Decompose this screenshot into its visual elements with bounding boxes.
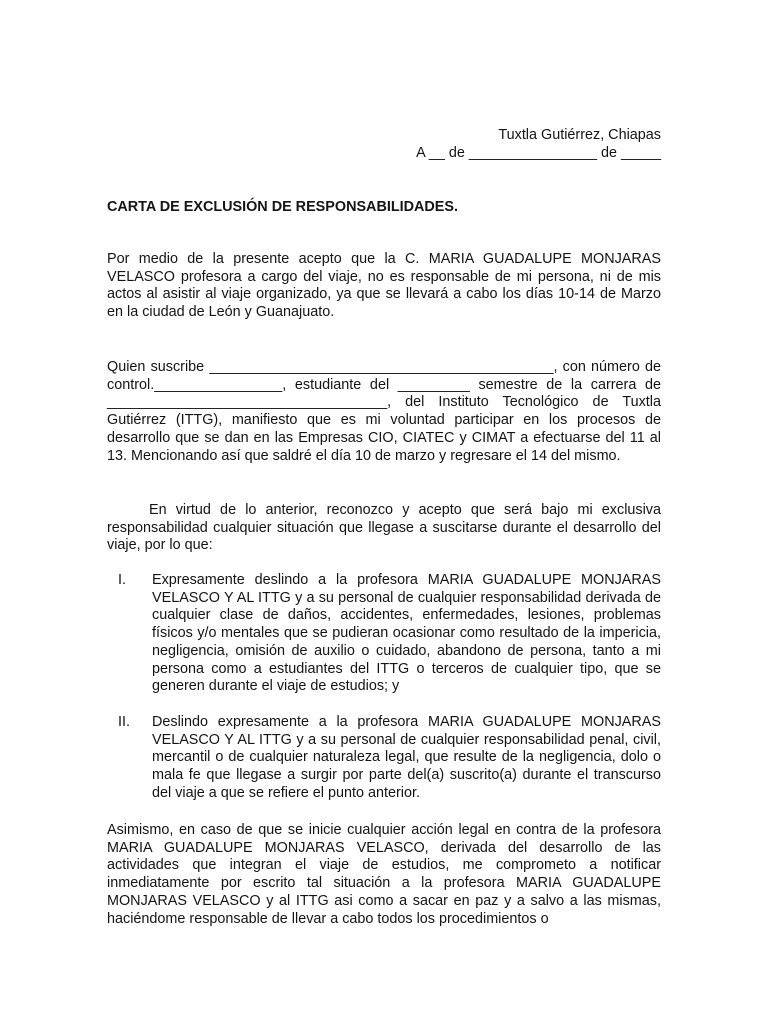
list-item bbox=[107, 572, 661, 696]
subscriber-paragraph: Quien suscribe ___________________________________________, con número de control.________________, estudiante del _________ semestre de la carrera de ___________________________________, del Instituto Tecnológico de Tuxtla Gutiérrez (ITTG), manifiesto que es mi voluntad participar en los procesos de desarrollo que se dan en las Empresas CIO, CIATEC y CIMAT a efectuarse del 11 al 13. Mencionando así que saldré el día 10 de marzo y regresare el 14 del mismo. bbox=[107, 359, 661, 464]
list-item-text: Expresamente deslindo a la profesora MARIA GUADALUPE MONJARAS VELASCO Y AL ITTG y a su personal de cualquier responsabilidad derivada de cualquier clase de daños, accidentes, enfermedades, lesiones, problemas físicos y/o mentales que se pudieran ocasionar como resultado de la impericia, negligencia, omisión de auxilio o cuidado, abandono de persona, tanto a mi persona como a estudiantes del ITTG o terceros de cualquier tipo, que se generen durante el viaje de estudios; y bbox=[152, 572, 661, 695]
virtue-paragraph: En virtud de lo anterior, reconozco y acepto que será bajo mi exclusiva responsabilidad cualquier situación que llegase a suscitarse durante el desarrollo del viaje, por lo que: bbox=[107, 502, 661, 554]
list-item bbox=[107, 714, 661, 803]
date-line: A __ de ________________ de _____ bbox=[416, 144, 661, 161]
document-page bbox=[107, 127, 661, 927]
intro-paragraph: Por medio de la presente acepto que la C. MARIA GUADALUPE MONJARAS VELASCO profesora a cargo del viaje, no es responsable de mi persona, ni de mis actos al asistir al viaje organizado, ya que se llevará a cabo los días 10-14 de Marzo en la ciudad de León y Guanajuato. bbox=[107, 251, 661, 321]
list-item-text: Deslindo expresamente a la profesora MARIA GUADALUPE MONJARAS VELASCO Y AL ITTG y a su personal de cualquier responsabilidad penal, civil, mercantil o de cualquier naturaleza legal, que resulte de la negligencia, dolo o mala fe que llegase a surgir por parte del(a) suscrito(a) durante el transcurso del viaje a que se refiere el punto anterior. bbox=[152, 713, 661, 801]
disclaimer-list bbox=[107, 572, 661, 802]
place-line: Tuxtla Gutiérrez, Chiapas bbox=[498, 127, 661, 143]
letter-header bbox=[107, 127, 661, 162]
list-numeral: I. bbox=[118, 572, 126, 588]
list-numeral: II. bbox=[118, 713, 130, 730]
document-title: CARTA DE EXCLUSIÓN DE RESPONSABILIDADES. bbox=[107, 199, 459, 215]
likewise-paragraph: Asimismo, en caso de que se inicie cualquier acción legal en contra de la profesora MARIA GUADALUPE MONJARAS VELASCO, derivada del desarrollo de las actividades que integran el viaje de estudios, me comprometo a notificar inmediatamente por escrito tal situación a la profesora MARIA GUADALUPE MONJARAS VELASCO y al ITTG asi como a sacar en paz y a salvo a las mismas, haciéndome responsable de llevar a cabo todos los procedimientos o bbox=[107, 822, 661, 927]
